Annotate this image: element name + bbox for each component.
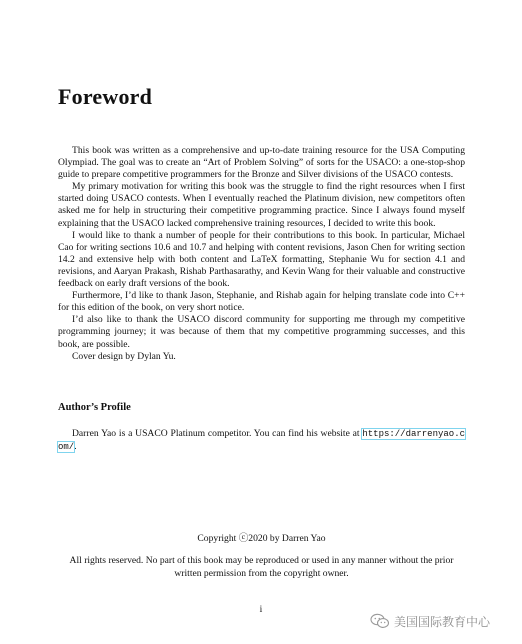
foreword-paragraph: I’d also like to thank the USACO discord community for supporting me through my competitive programming journey; it was because of them that my competitive programming successes, and this book, are possible. (58, 314, 465, 350)
author-website-link[interactable]: https://darrenyao.com/ (58, 429, 465, 452)
chapter-title: Foreword (58, 84, 153, 109)
page-number: i (259, 604, 263, 615)
wechat-icon (370, 613, 390, 629)
foreword-paragraph: Furthermore, I’d like to thank Jason, Stephanie, and Rishab again for helping translate code into C++ for this edition of the book, on very short notice. (58, 290, 465, 314)
watermark (370, 612, 490, 630)
author-profile-period: . (74, 440, 77, 452)
rights-statement: All rights reserved. No part of this book may be reproduced or used in any manner without the prior written permission from the copyright owner. (69, 555, 454, 579)
foreword-paragraph: Cover design by Dylan Yu. (72, 350, 176, 362)
foreword-paragraph: My primary motivation for writing this book was the struggle to find the right resources when I first started doing USACO contests. When I eventually reached the Platinum division, new competitors often asked me for help in structuring their competitive programming practice. Since I always found myself explaining that the USACO lacked comprehensive training resources, I decided to write this book. (58, 181, 465, 229)
foreword-body (58, 145, 465, 363)
foreword-paragraph: I would like to thank a number of people for their contributions to this book. In particular, Michael Cao for writing sections 10.6 and 10.7 and helping with content revisions, Jason Chen for writing section 14.2 and extensive help with both content and LaTeX formatting, Stephanie Wu for section 4.1 and revisions, and Aaryan Prakash, Rishab Parthasarathy, and Kevin Wang for their valuable and constructive feedback on early draft versions of the book. (58, 229, 465, 290)
author-profile-heading: Author’s Profile (58, 402, 131, 413)
author-profile-text (58, 428, 465, 453)
author-profile (58, 428, 465, 453)
watermark-text: 美国国际教育中心 (394, 614, 491, 629)
author-profile-sentence: Darren Yao is a USACO Platinum competitor. You can find his website at (72, 428, 363, 439)
copyright-line: Copyright ⓒ2020 by Darren Yao (197, 533, 326, 544)
foreword-paragraph: This book was written as a comprehensive and up-to-date training resource for the USA Computing Olympiad. The goal was to create an “Art of Problem Solving” of sorts for the USACO: a one-stop-shop guide to prepare competitive programmers for the Bronze and Silver divisions of the USACO contests. (58, 145, 465, 181)
